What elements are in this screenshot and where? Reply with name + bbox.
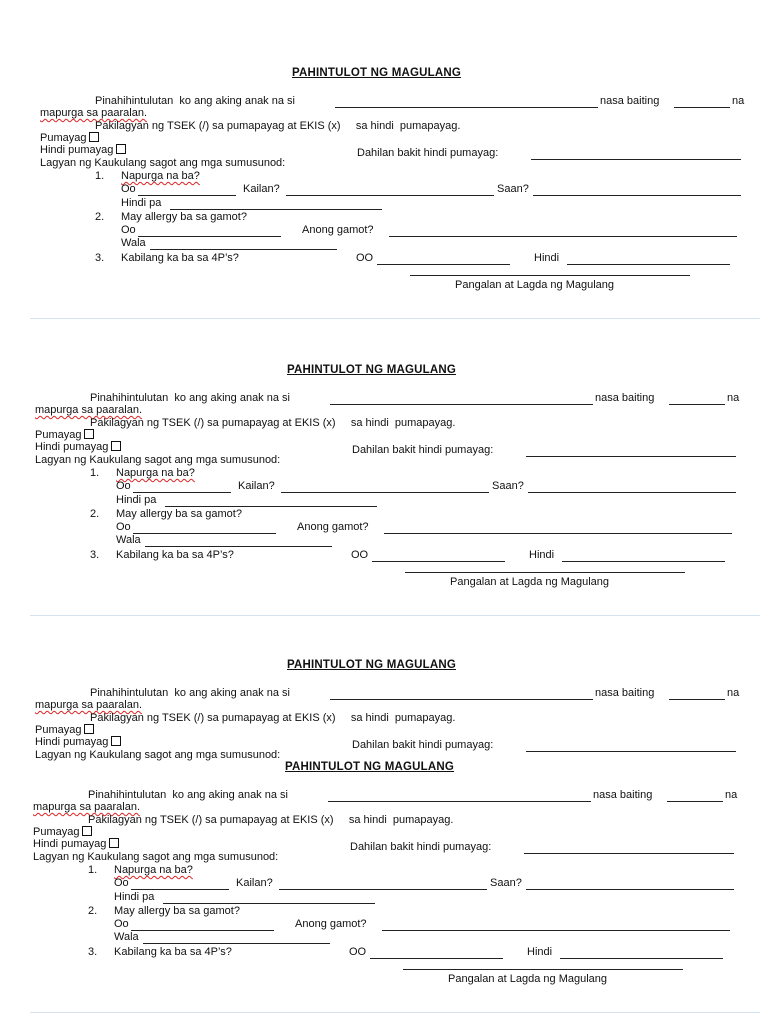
hindi-pumayag-label: Hindi pumayag xyxy=(33,838,107,850)
q2-text: May allergy ba sa gamot? xyxy=(121,211,247,223)
lagyan-label: Lagyan ng Kaukulang sagot ang mga sumusunod: xyxy=(33,851,279,863)
deworm-line: mapurga sa paaralan. xyxy=(35,404,143,416)
permission-form-4 xyxy=(0,758,761,985)
dahilan-blank[interactable] xyxy=(526,456,736,457)
pumayag-option xyxy=(35,429,94,441)
hindi-pa-label: Hindi pa xyxy=(121,197,162,209)
anong-gamot-blank[interactable] xyxy=(384,533,732,534)
signature-line[interactable] xyxy=(403,969,683,970)
hindi-pumayag-option xyxy=(33,838,119,850)
anong-gamot-label: Anong gamot? xyxy=(302,224,374,236)
oo-blank[interactable] xyxy=(133,492,231,493)
hindi-4ps-blank[interactable] xyxy=(562,561,725,562)
form-title: PAHINTULOT NG MAGULANG xyxy=(287,364,457,376)
consent-line: Pinahihintulutan ko ang aking anak na si xyxy=(90,392,290,404)
signature-line[interactable] xyxy=(410,275,690,276)
q2-number: 2. xyxy=(90,508,100,520)
oo-blank[interactable] xyxy=(138,195,236,196)
consent-line: Pinahihintulutan ko ang aking anak na si xyxy=(90,687,290,699)
saan-label: Saan? xyxy=(492,480,524,492)
kailan-blank[interactable] xyxy=(279,889,487,890)
hindi-pumayag-label: Hindi pumayag xyxy=(40,144,114,156)
dahilan-label: Dahilan bakit hindi pumayag: xyxy=(352,444,494,456)
na-label: na xyxy=(727,687,740,699)
na-label: na xyxy=(727,392,740,404)
wala-label: Wala xyxy=(121,237,146,249)
grade-label: nasa baiting xyxy=(595,392,655,404)
anong-gamot-blank[interactable] xyxy=(382,930,730,931)
q1-text: Napurga na ba? xyxy=(121,170,200,182)
wala-label: Wala xyxy=(116,534,141,546)
q1-text: Napurga na ba? xyxy=(114,864,193,876)
q2-number: 2. xyxy=(88,905,98,917)
anong-gamot-label: Anong gamot? xyxy=(297,521,369,533)
dahilan-label: Dahilan bakit hindi pumayag: xyxy=(357,147,499,159)
form-title: PAHINTULOT NG MAGULANG xyxy=(285,761,455,773)
dahilan-blank[interactable] xyxy=(526,751,736,752)
child-name-blank[interactable] xyxy=(328,801,591,802)
kailan-blank[interactable] xyxy=(281,492,489,493)
grade-blank[interactable] xyxy=(669,699,725,700)
oo-4ps-blank[interactable] xyxy=(372,561,505,562)
hindi-pumayag-checkbox[interactable] xyxy=(109,838,119,848)
lagyan-label: Lagyan ng Kaukulang sagot ang mga sumusunod: xyxy=(35,749,281,761)
hindi-pumayag-label: Hindi pumayag xyxy=(35,441,109,453)
separator-line xyxy=(30,318,760,319)
wala-blank[interactable] xyxy=(145,546,332,547)
oo-4ps-blank[interactable] xyxy=(377,264,510,265)
q3-number: 3. xyxy=(95,252,105,264)
q3-number: 3. xyxy=(88,946,98,958)
grade-blank[interactable] xyxy=(667,801,723,802)
dahilan-blank[interactable] xyxy=(524,853,734,854)
hindi-pumayag-checkbox[interactable] xyxy=(116,144,126,154)
permission-form-3-partial xyxy=(0,656,763,761)
wala-blank[interactable] xyxy=(150,249,337,250)
grade-label: nasa baiting xyxy=(595,687,655,699)
instruction-text: Pakilagyan ng TSEK (/) sa pumapayag at EKIS (x) sa hindi pumapayag. xyxy=(88,814,454,826)
consent-line: Pinahihintulutan ko ang aking anak na si xyxy=(95,95,295,107)
saan-blank[interactable] xyxy=(526,889,734,890)
hindi-pumayag-label: Hindi pumayag xyxy=(35,736,109,748)
pumayag-label: Pumayag xyxy=(33,826,80,838)
kailan-blank[interactable] xyxy=(286,195,494,196)
q3-text: Kabilang ka ba sa 4P’s? xyxy=(121,252,239,264)
q2-text: May allergy ba sa gamot? xyxy=(114,905,240,917)
separator-line xyxy=(30,615,760,616)
oo-4ps-label: OO xyxy=(356,252,374,264)
hindi-4ps-label: Hindi xyxy=(527,946,553,958)
hindi-pumayag-option xyxy=(40,144,126,156)
grade-label: nasa baiting xyxy=(593,789,653,801)
q2-number: 2. xyxy=(95,211,105,223)
saan-blank[interactable] xyxy=(533,195,741,196)
permission-form-1 xyxy=(0,64,768,291)
oo-allergy-blank[interactable] xyxy=(138,236,281,237)
na-label: na xyxy=(732,95,745,107)
signature-label: Pangalan at Lagda ng Magulang xyxy=(450,576,610,588)
deworm-line: mapurga sa paaralan. xyxy=(40,107,148,119)
oo-blank[interactable] xyxy=(131,889,229,890)
oo-label: Oo xyxy=(116,480,131,492)
hindi-pumayag-checkbox[interactable] xyxy=(111,441,121,451)
oo-allergy-label: Oo xyxy=(114,918,129,930)
lagyan-label: Lagyan ng Kaukulang sagot ang mga sumusunod: xyxy=(40,157,286,169)
hindi-4ps-blank[interactable] xyxy=(567,264,730,265)
kailan-label: Kailan? xyxy=(238,480,275,492)
hindi-4ps-blank[interactable] xyxy=(560,958,723,959)
oo-label: Oo xyxy=(121,183,136,195)
saan-label: Saan? xyxy=(490,877,522,889)
q3-text: Kabilang ka ba sa 4P’s? xyxy=(116,549,234,561)
pumayag-label: Pumayag xyxy=(35,429,82,441)
kailan-label: Kailan? xyxy=(243,183,280,195)
oo-allergy-label: Oo xyxy=(121,224,136,236)
deworm-line: mapurga sa paaralan. xyxy=(35,699,143,711)
consent-line: Pinahihintulutan ko ang aking anak na si xyxy=(88,789,288,801)
oo-allergy-blank[interactable] xyxy=(131,930,274,931)
q2-text: May allergy ba sa gamot? xyxy=(116,508,242,520)
kailan-label: Kailan? xyxy=(236,877,273,889)
anong-gamot-label: Anong gamot? xyxy=(295,918,367,930)
q3-text: Kabilang ka ba sa 4P’s? xyxy=(114,946,232,958)
separator-line xyxy=(30,1012,760,1013)
hindi-pumayag-option xyxy=(35,441,121,453)
child-name-blank[interactable] xyxy=(330,699,593,700)
anong-gamot-blank[interactable] xyxy=(389,236,737,237)
grade-blank[interactable] xyxy=(669,404,725,405)
grade-label: nasa baiting xyxy=(600,95,660,107)
wala-blank[interactable] xyxy=(143,943,330,944)
form-title: PAHINTULOT NG MAGULANG xyxy=(292,67,462,79)
oo-4ps-label: OO xyxy=(351,549,369,561)
lagyan-label: Lagyan ng Kaukulang sagot ang mga sumusunod: xyxy=(35,454,281,466)
pumayag-checkbox[interactable] xyxy=(84,724,94,734)
oo-allergy-blank[interactable] xyxy=(133,533,276,534)
pumayag-option xyxy=(35,724,94,736)
hindi-4ps-label: Hindi xyxy=(534,252,560,264)
saan-blank[interactable] xyxy=(528,492,736,493)
instruction-text: Pakilagyan ng TSEK (/) sa pumapayag at EKIS (x) sa hindi pumapayag. xyxy=(90,417,456,429)
hindi-pa-label: Hindi pa xyxy=(116,494,157,506)
signature-label: Pangalan at Lagda ng Magulang xyxy=(455,279,615,291)
signature-label: Pangalan at Lagda ng Magulang xyxy=(448,973,608,985)
pumayag-option xyxy=(33,826,92,838)
pumayag-label: Pumayag xyxy=(40,132,87,144)
pumayag-checkbox[interactable] xyxy=(84,429,94,439)
child-name-blank[interactable] xyxy=(335,107,598,108)
hindi-pa-blank[interactable] xyxy=(170,209,382,210)
pumayag-label: Pumayag xyxy=(35,724,82,736)
hindi-pumayag-option xyxy=(35,736,121,748)
dahilan-label: Dahilan bakit hindi pumayag: xyxy=(352,739,494,751)
hindi-pa-label: Hindi pa xyxy=(114,891,155,903)
q1-number: 1. xyxy=(88,864,98,876)
q1-number: 1. xyxy=(90,467,100,479)
q1-text: Napurga na ba? xyxy=(116,467,195,479)
permission-form-2 xyxy=(0,361,763,588)
dahilan-blank[interactable] xyxy=(531,159,741,160)
hindi-pa-blank[interactable] xyxy=(165,506,377,507)
deworm-line: mapurga sa paaralan. xyxy=(33,801,141,813)
instruction-text: Pakilagyan ng TSEK (/) sa pumapayag at EKIS (x) sa hindi pumapayag. xyxy=(95,120,461,132)
grade-blank[interactable] xyxy=(674,107,730,108)
pumayag-checkbox[interactable] xyxy=(89,132,99,142)
saan-label: Saan? xyxy=(497,183,529,195)
na-label: na xyxy=(725,789,738,801)
instruction-text: Pakilagyan ng TSEK (/) sa pumapayag at EKIS (x) sa hindi pumapayag. xyxy=(90,712,456,724)
wala-label: Wala xyxy=(114,931,139,943)
q3-number: 3. xyxy=(90,549,100,561)
child-name-blank[interactable] xyxy=(330,404,593,405)
q1-number: 1. xyxy=(95,170,105,182)
pumayag-option xyxy=(40,132,99,144)
form-title: PAHINTULOT NG MAGULANG xyxy=(287,659,457,671)
oo-4ps-blank[interactable] xyxy=(370,958,503,959)
pumayag-checkbox[interactable] xyxy=(82,826,92,836)
oo-label: Oo xyxy=(114,877,129,889)
oo-4ps-label: OO xyxy=(349,946,367,958)
hindi-pa-blank[interactable] xyxy=(163,903,375,904)
hindi-4ps-label: Hindi xyxy=(529,549,555,561)
dahilan-label: Dahilan bakit hindi pumayag: xyxy=(350,841,492,853)
signature-line[interactable] xyxy=(405,572,685,573)
hindi-pumayag-checkbox[interactable] xyxy=(111,736,121,746)
oo-allergy-label: Oo xyxy=(116,521,131,533)
